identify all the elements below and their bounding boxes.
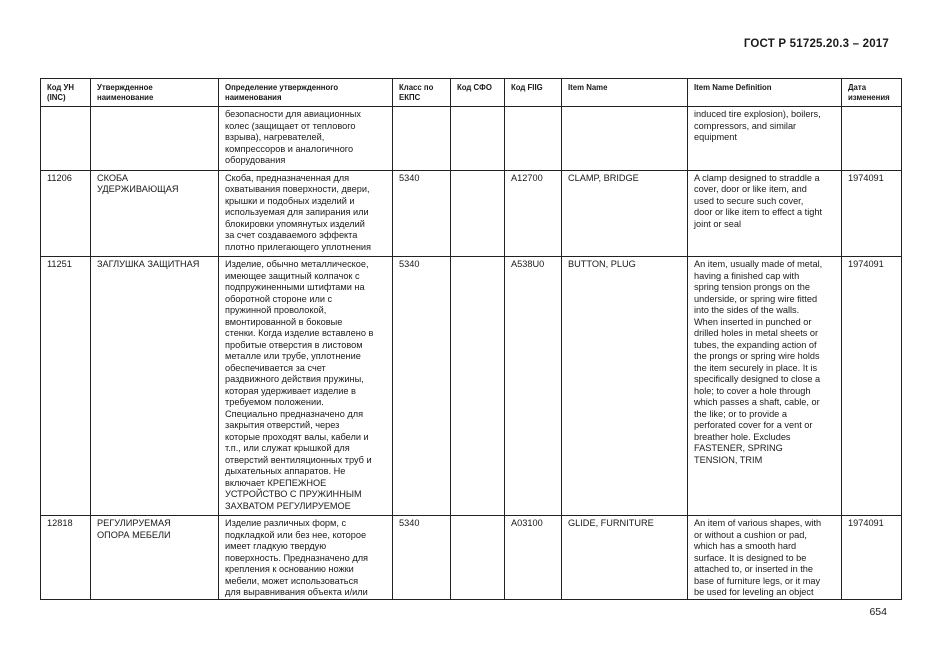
cell-sfo: [451, 516, 505, 600]
cell-fiig: [505, 107, 562, 171]
cell-definition: Скоба, предназначенная для охватывания поверхности, двери, крышки и подобных изделий и используемая для запирания или блокировки упомянутых изделий за счет создаваемого эффекта плотно прилегающего уплотнения: [219, 170, 393, 257]
column-header-item-definition: Item Name Definition: [688, 79, 842, 107]
column-header-definition: Определение утвержденного наименования: [219, 79, 393, 107]
cell-inc: [41, 107, 91, 171]
cell-approved-name: ЗАГЛУШКА ЗАЩИТНАЯ: [91, 257, 219, 516]
cell-approved-name: [91, 107, 219, 171]
cell-inc: 12818: [41, 516, 91, 600]
cell-item-definition: An item, usually made of metal, having a finished cap with spring tension prongs on the underside, or spring wire fitted into the sides of the walls. When inserted in punched or drilled holes in metal sheets or tubes, the expanding action of the prongs or spring wire holds the item securely in place. It is specifically designed to close a hole; to cover a hole through which passes a shaft, cable, or the like; or to provide a perforated cover for a vent or breather hole. Excludes FASTENER, SPRING TENSION, TRIM: [688, 257, 842, 516]
cell-inc: 11251: [41, 257, 91, 516]
table-row: [41, 107, 902, 171]
table-row: [41, 516, 902, 600]
cell-item-definition: induced tire explosion), boilers, compressors, and similar equipment: [688, 107, 842, 171]
cell-item-definition: An item of various shapes, with or without a cushion or pad, which has a smooth hard surface. It is designed to be attached to, or inserted in the base of furniture legs, or it may be used for leveling an object: [688, 516, 842, 600]
cell-approved-name: РЕГУЛИРУЕМАЯ ОПОРА МЕБЕЛИ: [91, 516, 219, 600]
cell-sfo: [451, 107, 505, 171]
cell-date: 1974091: [842, 516, 902, 600]
cell-fiig: A03100: [505, 516, 562, 600]
cell-class: 5340: [393, 516, 451, 600]
table-row: [41, 170, 902, 257]
document-header-title: ГОСТ Р 51725.20.3 – 2017: [743, 38, 889, 50]
cell-date: 1974091: [842, 257, 902, 516]
table-row: [41, 257, 902, 516]
column-header-fiig: Код FIIG: [505, 79, 562, 107]
cell-definition: безопасности для авиационных колес (защищает от теплового взрыва), нагревателей, компрессоров и аналогичного оборудования: [219, 107, 393, 171]
column-header-approved-name: Утвержденное наименование: [91, 79, 219, 107]
cell-class: 5340: [393, 257, 451, 516]
cell-item-definition: A clamp designed to straddle a cover, door or like item, and used to secure such cover, door or like item to effect a tight joint or seal: [688, 170, 842, 257]
cell-fiig: A538U0: [505, 257, 562, 516]
nomenclature-table: [40, 78, 902, 600]
cell-date: [842, 107, 902, 171]
cell-fiig: A12700: [505, 170, 562, 257]
cell-date: 1974091: [842, 170, 902, 257]
column-header-item-name: Item Name: [562, 79, 688, 107]
page-number: 654: [869, 606, 887, 618]
cell-approved-name: СКОБА УДЕРЖИВАЮЩАЯ: [91, 170, 219, 257]
cell-item-name: [562, 107, 688, 171]
column-header-class: Класс по ЕКПС: [393, 79, 451, 107]
cell-definition: Изделие различных форм, с подкладкой или без нее, которое имеет гладкую твердую поверхность. Предназначено для крепления к основанию ножки мебели, может использоваться для выравнивания объекта и/или: [219, 516, 393, 600]
cell-sfo: [451, 257, 505, 516]
table-header-row: [41, 79, 902, 107]
column-header-inc: Код УН (INC): [41, 79, 91, 107]
cell-sfo: [451, 170, 505, 257]
cell-definition: Изделие, обычно металлическое, имеющее защитный колпачок с подпружиненными штифтами на оборотной стороне или с пружинной проволокой, вмонтированной в боковые стенки. Когда изделие вставлено в пробитые отверстия в листовом металле или трубе, уплотнение обеспечивается за счет раздвижного действия пружины, которая удерживает изделие в требуемом положении. Специально предназначено для закрытия отверстий, через которые проходят валы, кабели и т.п., или служат крышкой для отверстий вентиляционных труб и дыхательных аппаратов. Не включает КРЕПЕЖНОЕ УСТРОЙСТВО С ПРУЖИННЫМ ЗАХВАТОМ РЕГУЛИРУЕМОЕ: [219, 257, 393, 516]
cell-class: 5340: [393, 170, 451, 257]
column-header-sfo: Код СФО: [451, 79, 505, 107]
cell-class: [393, 107, 451, 171]
cell-item-name: BUTTON, PLUG: [562, 257, 688, 516]
cell-inc: 11206: [41, 170, 91, 257]
column-header-date: Дата изменения: [842, 79, 902, 107]
cell-item-name: CLAMP, BRIDGE: [562, 170, 688, 257]
cell-item-name: GLIDE, FURNITURE: [562, 516, 688, 600]
